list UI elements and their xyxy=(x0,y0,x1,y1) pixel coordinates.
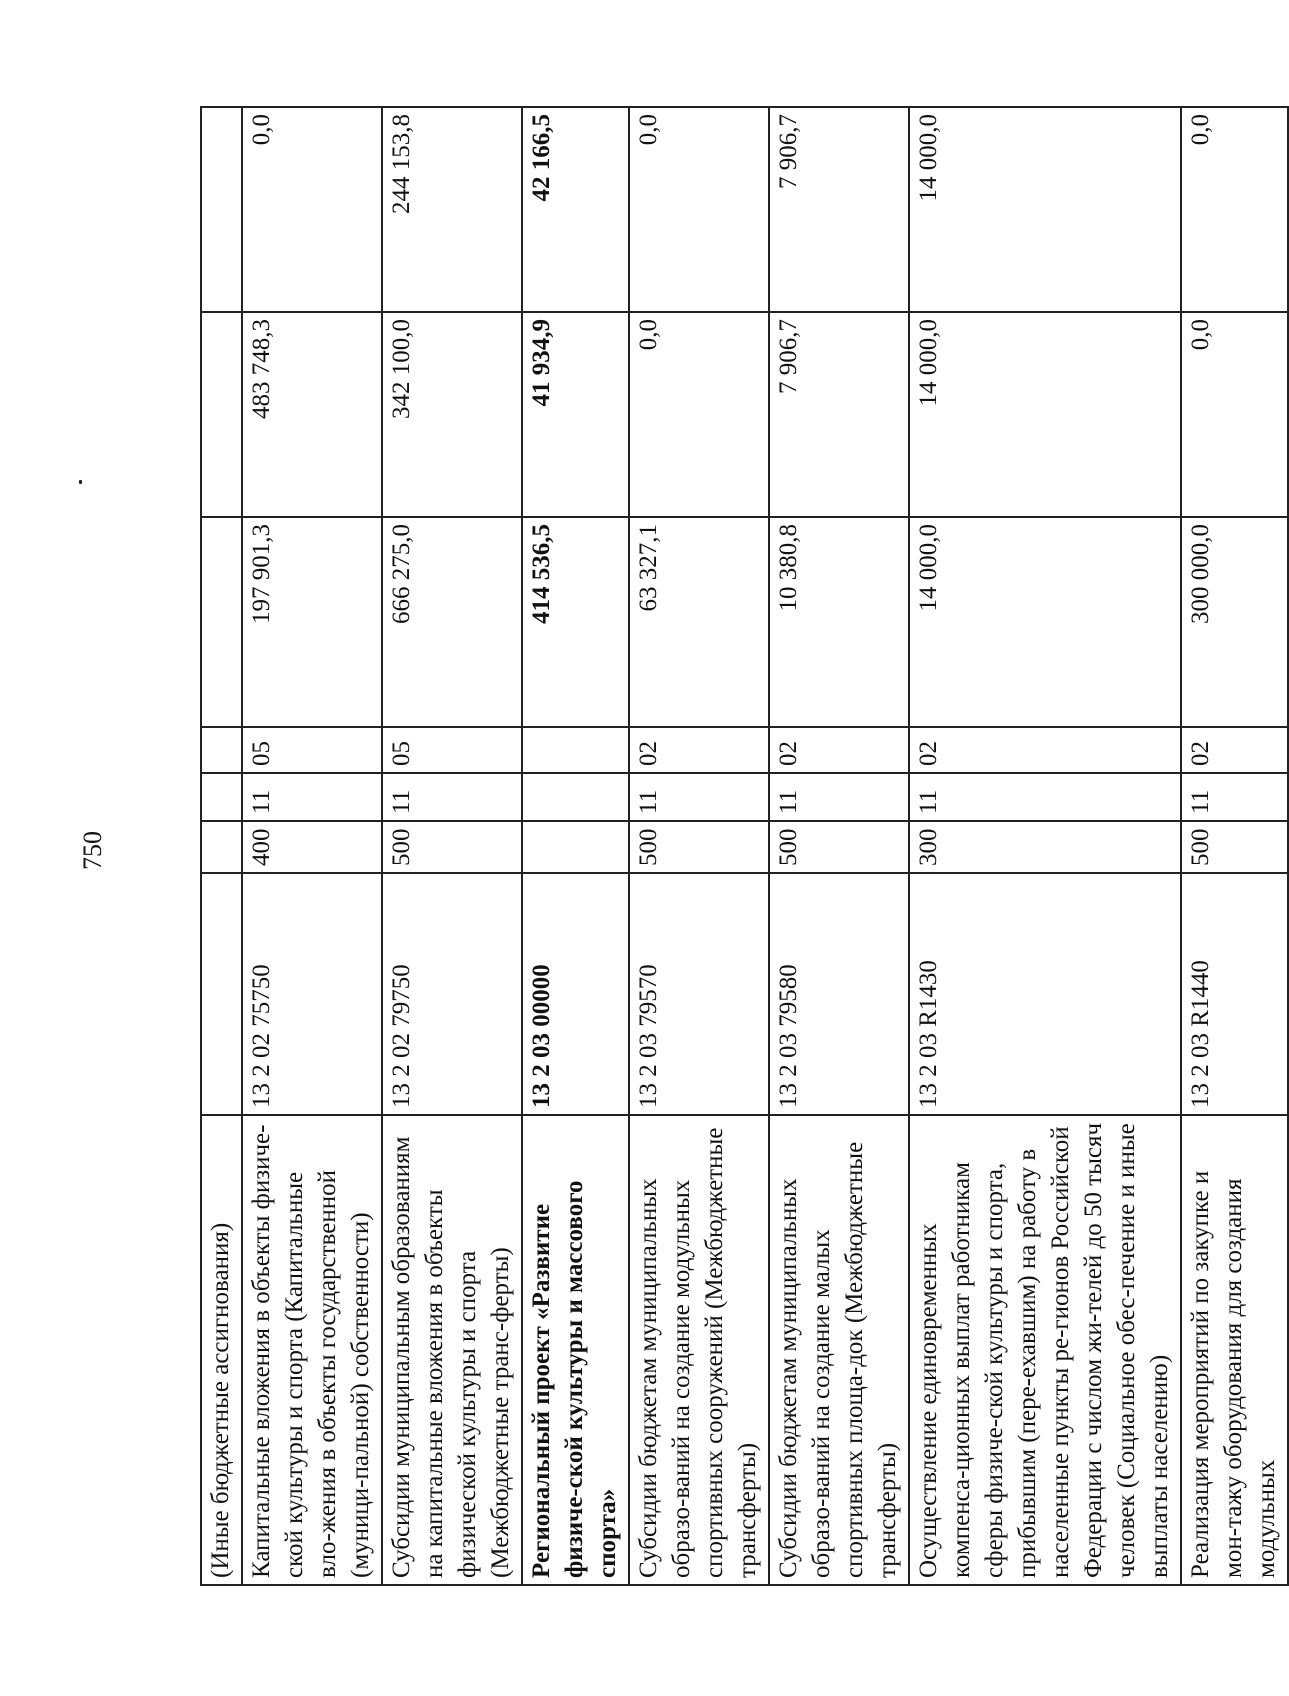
scan-speck xyxy=(79,480,82,484)
cell-section: 11 xyxy=(629,773,769,821)
rotated-table-container xyxy=(200,108,1280,1586)
cell-code: 13 2 02 79750 xyxy=(382,873,522,1115)
cell-subsection: 02 xyxy=(769,727,909,773)
cell-name: Субсидии бюджетам муниципальных образо-ваний на создание малых спортивных площа-док (Межбюджетные трансферты) xyxy=(769,1115,909,1585)
cell-amount-year2: 483 748,3 xyxy=(242,312,382,517)
cell-subsection: 05 xyxy=(382,727,522,773)
cell-code: 13 2 03 00000 xyxy=(522,873,629,1115)
cell-amount-year2: 0,0 xyxy=(629,312,769,517)
table-row xyxy=(201,107,242,1585)
cell-expense-type: 400 xyxy=(242,821,382,873)
cell-code xyxy=(201,873,242,1115)
table-row xyxy=(629,107,769,1585)
cell-subsection xyxy=(522,727,629,773)
table-row xyxy=(769,107,909,1585)
budget-table-body xyxy=(201,107,1288,1585)
cell-section: 11 xyxy=(769,773,909,821)
cell-amount-year3: 0,0 xyxy=(629,107,769,312)
cell-expense-type: 500 xyxy=(382,821,522,873)
table-row xyxy=(522,107,629,1585)
cell-amount-year3: 42 166,5 xyxy=(522,107,629,312)
cell-amount-year2 xyxy=(201,312,242,517)
table-row xyxy=(382,107,522,1585)
cell-amount-year1: 197 901,3 xyxy=(242,517,382,727)
cell-amount-year1: 10 380,8 xyxy=(769,517,909,727)
cell-subsection: 05 xyxy=(242,727,382,773)
cell-amount-year2: 14 000,0 xyxy=(909,312,1181,517)
cell-section: 11 xyxy=(1181,773,1288,821)
table-row xyxy=(909,107,1181,1585)
cell-code: 13 2 03 R1440 xyxy=(1181,873,1288,1115)
cell-section xyxy=(201,773,242,821)
cell-name: Субсидии бюджетам муниципальных образо-ваний на создание модульных спортивных сооружений (Межбюджетные трансферты) xyxy=(629,1115,769,1585)
cell-subsection: 02 xyxy=(1181,727,1288,773)
cell-code: 13 2 03 79580 xyxy=(769,873,909,1115)
cell-section xyxy=(522,773,629,821)
cell-section: 11 xyxy=(242,773,382,821)
cell-amount-year1: 63 327,1 xyxy=(629,517,769,727)
cell-code: 13 2 03 R1430 xyxy=(909,873,1181,1115)
cell-expense-type xyxy=(201,821,242,873)
cell-subsection: 02 xyxy=(629,727,769,773)
cell-amount-year2: 7 906,7 xyxy=(769,312,909,517)
cell-subsection xyxy=(201,727,242,773)
cell-expense-type: 500 xyxy=(629,821,769,873)
page-number: 750 xyxy=(78,831,107,870)
cell-amount-year3 xyxy=(201,107,242,312)
table-row xyxy=(242,107,382,1585)
cell-amount-year1 xyxy=(201,517,242,727)
cell-name: Капитальные вложения в объекты физиче-ской культуры и спорта (Капитальные вло-жения в объекты государственной (муници-пальной) собственности) xyxy=(242,1115,382,1585)
cell-amount-year1: 300 000,0 xyxy=(1181,517,1288,727)
cell-name: (Иные бюджетные ассигнования) xyxy=(201,1115,242,1585)
cell-amount-year1: 414 536,5 xyxy=(522,517,629,727)
cell-expense-type: 300 xyxy=(909,821,1181,873)
cell-amount-year3: 14 000,0 xyxy=(909,107,1181,312)
cell-name: Субсидии муниципальным образованиям на капитальные вложения в объекты физической культуры и спорта (Межбюджетные транс-ферты) xyxy=(382,1115,522,1585)
cell-section: 11 xyxy=(909,773,1181,821)
cell-code: 13 2 03 79570 xyxy=(629,873,769,1115)
cell-amount-year3: 7 906,7 xyxy=(769,107,909,312)
cell-code: 13 2 02 75750 xyxy=(242,873,382,1115)
cell-amount-year3: 0,0 xyxy=(1181,107,1288,312)
cell-amount-year2: 0,0 xyxy=(1181,312,1288,517)
cell-subsection: 02 xyxy=(909,727,1181,773)
cell-name: Региональный проект «Развитие физиче-ской культуры и массового спорта» xyxy=(522,1115,629,1585)
cell-amount-year2: 41 934,9 xyxy=(522,312,629,517)
cell-amount-year3: 244 153,8 xyxy=(382,107,522,312)
cell-amount-year2: 342 100,0 xyxy=(382,312,522,517)
cell-section: 11 xyxy=(382,773,522,821)
cell-name: Реализация мероприятий по закупке и мон-тажу оборудования для создания модульных xyxy=(1181,1115,1288,1585)
cell-amount-year3: 0,0 xyxy=(242,107,382,312)
cell-expense-type: 500 xyxy=(1181,821,1288,873)
cell-expense-type: 500 xyxy=(769,821,909,873)
cell-name: Осуществление единовременных компенса-ционных выплат работникам сферы физиче-ской культуры и спорта, прибывшим (пере-ехавшим) на работу в населенные пункты ре-гионов Российской Федерации с числом жи-телей до 50 тысяч человек (Социальное обес-печение и иные выплаты населению) xyxy=(909,1115,1181,1585)
budget-table xyxy=(200,106,1289,1586)
table-row xyxy=(1181,107,1288,1585)
cell-amount-year1: 666 275,0 xyxy=(382,517,522,727)
cell-expense-type xyxy=(522,821,629,873)
cell-amount-year1: 14 000,0 xyxy=(909,517,1181,727)
